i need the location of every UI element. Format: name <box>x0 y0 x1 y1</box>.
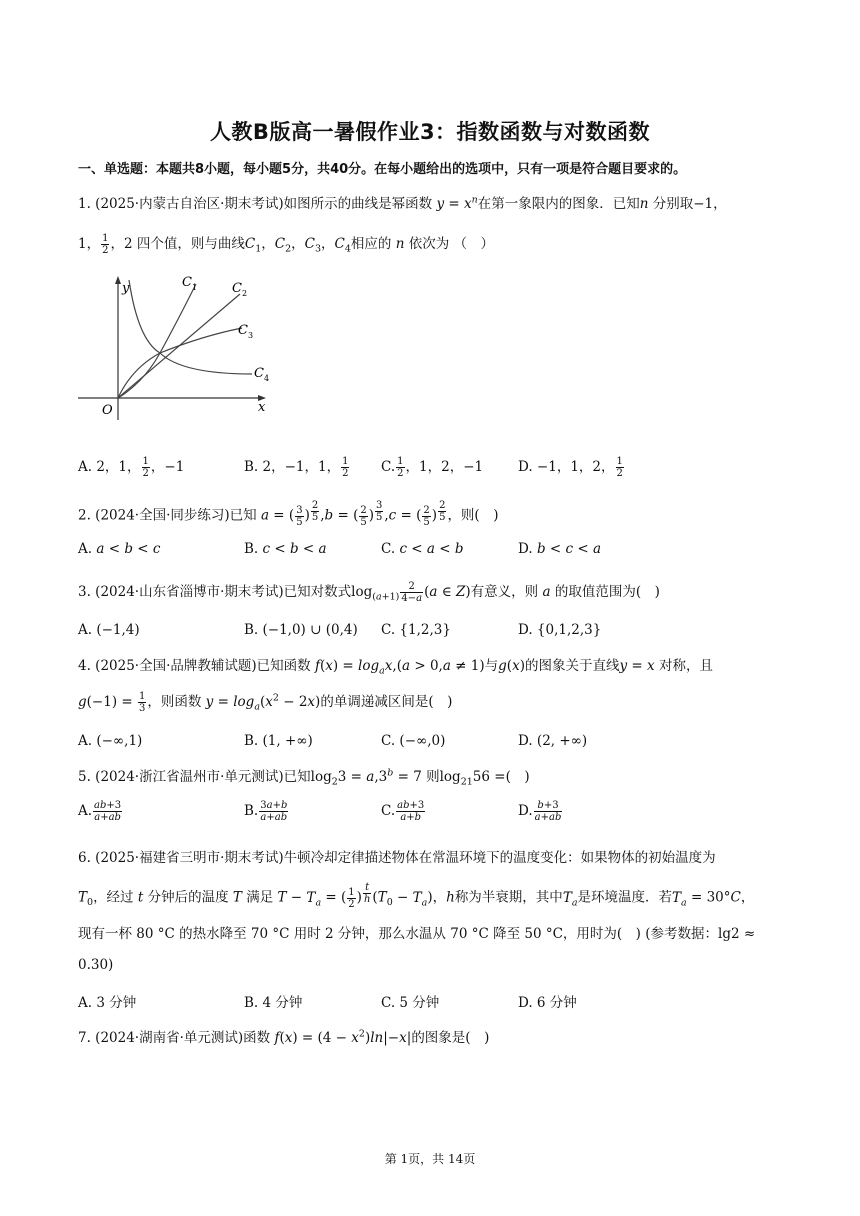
question-5-option-a[interactable]: A. $\frac{ab+3}{a+ab}$ <box>78 800 122 823</box>
question-3-option-d[interactable]: D. {0,1,2,3} <box>518 622 602 638</box>
question-4-line-1: 4. (2025·全国·品牌教辅试题)已知函数 $f(x) = \log_ax,(a > 0,a \ne 1)$与g(x)的图象关于直线y = x 对称，且 <box>78 658 713 677</box>
question-2-prefix: 2. (2024·全国·同步练习)已知 <box>78 507 257 524</box>
question-1-line2c: 相应的 <box>350 236 392 252</box>
label-c4-sub: 4 <box>264 374 270 383</box>
question-4-prefix: 4. (2025·全国·品牌教辅试题)已知函数 <box>78 658 311 674</box>
question-2-option-a[interactable]: A. a < b < c <box>78 541 161 557</box>
question-1-line-2: 1， $\frac{1}{2}$ ，2 四个值，则与曲线$C_1$，$C_2$，$C_3$，$C_4$相应的 n 依次为 （ ） <box>78 233 495 256</box>
question-4-tail2: 对称，且 <box>658 658 713 674</box>
label-c2: C <box>232 281 242 296</box>
curve-c3 <box>118 328 242 398</box>
question-4-line2c: 的单调递减区间是( ) <box>320 694 453 710</box>
question-4-option-c[interactable]: C. (−∞,0) <box>381 733 446 749</box>
question-5-prefix: 5. (2024·浙江省温州市·单元测试)已知 <box>78 769 311 785</box>
question-7-line: 7. (2024·湖南省·单元测试)函数 $f(x) = (4 - x^2)\ln|-x|$的图象是( ) <box>78 1028 490 1046</box>
question-4-option-b[interactable]: B. (1, +∞) <box>244 733 313 749</box>
figure-x-label: x <box>258 400 266 415</box>
question-6-option-c[interactable]: C. 5 分钟 <box>381 995 440 1011</box>
section-heading: 一、单选题：本题共8小题，每小题5分，共40分。在每小题给出的选项中，只有一项是符合题目要求的。 <box>78 162 687 177</box>
question-6-line-2: $T_0$，经过 t 分钟后的温度 T 满足 $T - T_a$ = ( $\frac{1}{2}$ ) $^{\frac{t}{h}}$ $(T_0 - T_a)$，h称为半衰期，其中$T_a$是环境温度．若$T_a = 30^\circ C$， <box>78 882 755 910</box>
figure-y-arrow <box>115 276 121 284</box>
question-1-tail: 分别取−1， <box>652 196 727 212</box>
question-5-tail: =( ) <box>494 769 530 785</box>
question-5-option-b[interactable]: B. $\frac{3a+b}{a+ab}$ <box>244 800 288 823</box>
question-6-line-4: 0.30) <box>78 957 114 973</box>
question-1-prefix: 1. (2025·内蒙古自治区·期末考试)如图所示的曲线是幂函数 <box>78 196 433 212</box>
question-2-line: 2. (2024·全国·同步练习)已知 a = ( $\frac{3}{5}$ ) $^{\frac{2}{5}}$ ,b = ( $\frac{2}{5}$ ) $^{\frac{3}{5}}$ ,c = ( $\frac{2}{5}$ ) $^{\frac{2}{5}}$ ，则( ) <box>78 500 499 528</box>
question-1-figure <box>74 270 284 435</box>
question-1-line2d: 依次为 （ ） <box>408 236 495 252</box>
page-footer: 第 1页，共 14页 <box>384 1152 476 1166</box>
question-1-line-1: 1. (2025·内蒙古自治区·期末考试)如图所示的曲线是幂函数 $y = x^n$在第一象限内的图象．已知n 分别取−1， <box>78 194 727 212</box>
question-3-prefix: 3. (2024·山东省淄博市·期末考试)已知对数式 <box>78 584 352 600</box>
question-3-option-a[interactable]: A. (−1,4) <box>78 622 140 638</box>
question-1-option-a[interactable]: A. 2，1， $\frac{1}{2}$ ，−1 <box>78 456 185 479</box>
label-c1: C <box>182 275 192 290</box>
question-7-suffix: 的图象是( ) <box>411 1030 490 1046</box>
label-c3-sub: 3 <box>248 331 254 340</box>
question-5-option-c[interactable]: C. $\frac{ab+3}{a+b}$ <box>381 800 425 823</box>
question-4-mid: 与 <box>484 658 499 674</box>
question-2-option-d[interactable]: D. b < c < a <box>518 541 602 557</box>
question-3-suffix2: 的取值范围为( ) <box>554 584 660 600</box>
question-1-line2b: ，2 四个值，则与曲线 <box>110 236 245 252</box>
question-1-option-d[interactable]: D. −1，1，2， $\frac{1}{2}$ <box>518 456 623 479</box>
question-3-line: 3. (2024·山东省淄博市·期末考试)已知对数式$\log_{(a+1)}$ $\frac{2}{4-a}$ (a ∈ Z)有意义，则 a 的取值范围为( ) <box>78 581 660 604</box>
question-1-line2a: 1， <box>78 236 101 252</box>
question-2-option-c[interactable]: C. c < a < b <box>381 541 464 557</box>
label-c4: C <box>254 366 264 381</box>
question-6-line-3: 现有一杯 80 °C 的热水降至 70 °C 用时 2 分钟，那么水温从 70 °C 降至 50 °C，用时为( ) (参考数据：lg2 ≈ <box>78 926 756 942</box>
label-c3: C <box>238 323 248 338</box>
question-7-prefix: 7. (2024·湖南省·单元测试)函数 <box>78 1030 271 1046</box>
question-4-option-a[interactable]: A. (−∞,1) <box>78 733 143 749</box>
question-1-option-b[interactable]: B. 2，−1，1， $\frac{1}{2}$ <box>244 456 349 479</box>
question-3-option-b[interactable]: B. (−1,0) ∪ (0,4) <box>244 622 358 638</box>
question-1-option-c[interactable]: C. $\frac{1}{2}$ ，1，2，−1 <box>381 456 484 479</box>
question-5-line: 5. (2024·浙江省温州市·单元测试)已知$\log_23 = a,3^b = 7$ 则$\log_{21}56$ =( ) <box>78 767 530 788</box>
question-4-line2b: ，则函数 <box>147 694 202 710</box>
label-c2-sub: 2 <box>242 289 248 298</box>
question-2-suffix: ，则( ) <box>447 507 499 524</box>
page-title: 人教B版高一暑假作业3：指数函数与对数函数 <box>209 120 651 144</box>
question-1-mid: 在第一象限内的图象．已知 <box>477 196 640 212</box>
question-4-option-d[interactable]: D. (2, +∞) <box>518 733 588 749</box>
figure-y-label: y <box>122 281 130 296</box>
question-6-option-d[interactable]: D. 6 分钟 <box>518 995 577 1011</box>
question-6-line-1: 6. (2025·福建省三明市·期末考试)牛顿冷却定律描述物体在常温环境下的温度变化：如果物体的初始温度为 <box>78 850 716 866</box>
question-5-option-d[interactable]: D. $\frac{b+3}{a+ab}$ <box>518 800 562 823</box>
question-2-option-b[interactable]: B. c < b < a <box>244 541 327 557</box>
question-6-option-b[interactable]: B. 4 分钟 <box>244 995 303 1011</box>
label-c1-sub: 1 <box>192 283 198 292</box>
figure-origin-label: O <box>102 403 113 418</box>
question-4-tail: 的图象关于直线 <box>524 658 620 674</box>
question-6-option-a[interactable]: A. 3 分钟 <box>78 995 137 1011</box>
question-4-line-2: g(−1) = $\frac{1}{3}$ ，则函数 $y = \log_a(x^2 - 2x)$的单调递减区间是( ) <box>78 691 453 714</box>
question-5-mid: 则 <box>426 769 440 785</box>
question-3-suffix: 有意义，则 <box>470 584 539 600</box>
question-3-option-c[interactable]: C. {1,2,3} <box>381 622 451 638</box>
